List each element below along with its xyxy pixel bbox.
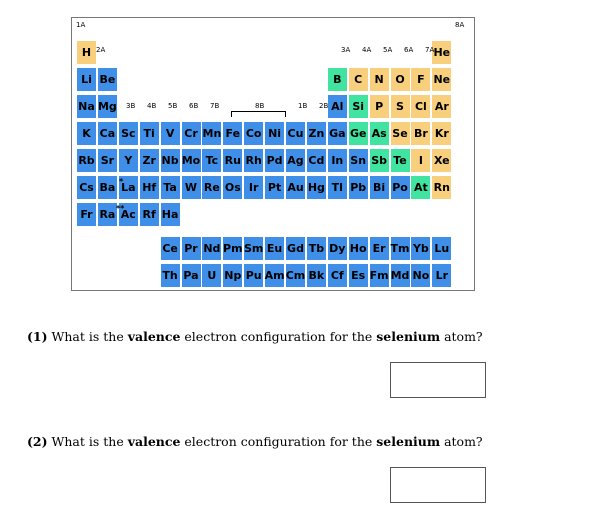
element-cell-rb: Rb xyxy=(76,148,97,173)
group-label-5a: 5A xyxy=(383,46,393,54)
element-cell-th: Th xyxy=(160,263,181,288)
element-cell-zn: Zn xyxy=(306,121,327,146)
element-cell-dy: Dy xyxy=(327,236,348,261)
element-cell-pu: Pu xyxy=(243,263,264,288)
element-cell-no: No xyxy=(410,263,431,288)
element-cell-tb: Tb xyxy=(306,236,327,261)
element-cell-mo: Mo xyxy=(181,148,202,173)
element-cell-gd: Gd xyxy=(285,236,306,261)
element-cell-as: As xyxy=(369,121,390,146)
element-cell-rn: Rn xyxy=(431,175,452,200)
element-cell-nd: Nd xyxy=(201,236,222,261)
element-cell-he: He xyxy=(431,40,452,65)
element-cell-cl: Cl xyxy=(410,94,431,119)
element-cell-ge: Ge xyxy=(348,121,369,146)
group-label-3a: 3A xyxy=(341,46,351,54)
element-cell-pt: Pt xyxy=(264,175,285,200)
element-cell-am: Am xyxy=(264,263,285,288)
element-cell-ce: Ce xyxy=(160,236,181,261)
element-cell-lu: Lu xyxy=(431,236,452,261)
element-cell-bi: Bi xyxy=(369,175,390,200)
element-cell-sc: Sc xyxy=(118,121,139,146)
element-cell-ag: Ag xyxy=(285,148,306,173)
element-cell-au: Au xyxy=(285,175,306,200)
question-2-bold-element: selenium xyxy=(376,434,441,449)
element-cell-sr: Sr xyxy=(97,148,118,173)
question-1-bold-valence: valence xyxy=(127,329,181,344)
element-cell-in: In xyxy=(327,148,348,173)
element-cell-w: W xyxy=(181,175,202,200)
answer-2-input[interactable] xyxy=(390,467,486,503)
element-cell-nb: Nb xyxy=(160,148,181,173)
element-cell-rf: Rf xyxy=(139,202,160,227)
element-cell-mn: Mn xyxy=(201,121,222,146)
element-cell-ta: Ta xyxy=(160,175,181,200)
element-cell-c: C xyxy=(348,67,369,92)
element-cell-yb: Yb xyxy=(410,236,431,261)
element-cell-li: Li xyxy=(76,67,97,92)
group-label-6a: 6A xyxy=(404,46,414,54)
element-cell-at: At xyxy=(410,175,431,200)
question-1-number: (1) xyxy=(27,329,48,344)
element-cell-er: Er xyxy=(369,236,390,261)
element-cell-ni: Ni xyxy=(264,121,285,146)
element-cell-b: B xyxy=(327,67,348,92)
element-cell-ho: Ho xyxy=(348,236,369,261)
element-cell-pb: Pb xyxy=(348,175,369,200)
element-cell-p: P xyxy=(369,94,390,119)
question-1-suffix: atom? xyxy=(440,329,483,344)
element-cell-cm: Cm xyxy=(285,263,306,288)
question-2-prefix: What is the xyxy=(51,434,128,449)
element-cell-ca: Ca xyxy=(97,121,118,146)
element-cell-po: Po xyxy=(390,175,411,200)
element-cell-ba: Ba xyxy=(97,175,118,200)
element-cell-cd: Cd xyxy=(306,148,327,173)
element-cell-k: K xyxy=(76,121,97,146)
group-label-8a: 8A xyxy=(455,21,465,29)
question-2-middle: electron configuration for the xyxy=(180,434,377,449)
element-cell-cr: Cr xyxy=(181,121,202,146)
element-cell-na: Na xyxy=(76,94,97,119)
element-cell-lr: Lr xyxy=(431,263,452,288)
element-cell-ha: Ha xyxy=(160,202,181,227)
group-label-8b: 8B xyxy=(255,102,265,110)
group-label-4a: 4A xyxy=(362,46,372,54)
group-label-7a: 7A xyxy=(425,46,435,54)
group-label-3b: 3B xyxy=(126,102,136,110)
element-cell-ra: Ra xyxy=(97,202,118,227)
element-cell-ru: Ru xyxy=(222,148,243,173)
element-cell-hf: Hf xyxy=(139,175,160,200)
answer-1-input[interactable] xyxy=(390,362,486,398)
element-cell-si: Si xyxy=(348,94,369,119)
element-cell-u: U xyxy=(201,263,222,288)
element-cell-rh: Rh xyxy=(243,148,264,173)
element-cell-mg: Mg xyxy=(97,94,118,119)
element-cell-fm: Fm xyxy=(369,263,390,288)
element-cell-o: O xyxy=(390,67,411,92)
group-label-6b: 6B xyxy=(189,102,199,110)
element-cell-re: Re xyxy=(201,175,222,200)
question-1 xyxy=(27,329,483,344)
element-cell-ac: Ac xyxy=(118,202,139,227)
element-cell-kr: Kr xyxy=(431,121,452,146)
element-cell-i: I xyxy=(410,148,431,173)
element-cell-ne: Ne xyxy=(431,67,452,92)
element-cell-pm: Pm xyxy=(222,236,243,261)
element-cell-y: Y xyxy=(118,148,139,173)
element-cell-h: H xyxy=(76,40,97,65)
question-1-prefix: What is the xyxy=(51,329,128,344)
element-cell-te: Te xyxy=(390,148,411,173)
question-1-bold-element: selenium xyxy=(376,329,441,344)
element-cell-cf: Cf xyxy=(327,263,348,288)
question-1-middle: electron configuration for the xyxy=(180,329,377,344)
element-cell-n: N xyxy=(369,67,390,92)
element-cell-fr: Fr xyxy=(76,202,97,227)
element-cell-cu: Cu xyxy=(285,121,306,146)
element-cell-pa: Pa xyxy=(181,263,202,288)
element-cell-ar: Ar xyxy=(431,94,452,119)
element-cell-cs: Cs xyxy=(76,175,97,200)
element-cell-sn: Sn xyxy=(348,148,369,173)
group-label-1b: 1B xyxy=(298,102,308,110)
element-cell-md: Md xyxy=(390,263,411,288)
element-cell-os: Os xyxy=(222,175,243,200)
element-cell-np: Np xyxy=(222,263,243,288)
actinide-marker: ** xyxy=(116,204,125,213)
group-label-2b: 2B xyxy=(319,102,329,110)
element-cell-br: Br xyxy=(410,121,431,146)
element-cell-ir: Ir xyxy=(243,175,264,200)
element-cell-tm: Tm xyxy=(390,236,411,261)
group-label-1a: 1A xyxy=(76,21,86,29)
question-2 xyxy=(27,434,483,449)
element-cell-tl: Tl xyxy=(327,175,348,200)
group-label-4b: 4B xyxy=(147,102,157,110)
element-cell-zr: Zr xyxy=(139,148,160,173)
element-cell-tc: Tc xyxy=(201,148,222,173)
element-cell-fe: Fe xyxy=(222,121,243,146)
element-cell-bk: Bk xyxy=(306,263,327,288)
element-cell-f: F xyxy=(410,67,431,92)
element-cell-ti: Ti xyxy=(139,121,160,146)
question-2-bold-valence: valence xyxy=(127,434,181,449)
element-cell-pr: Pr xyxy=(181,236,202,261)
question-2-suffix: atom? xyxy=(440,434,483,449)
element-cell-xe: Xe xyxy=(431,148,452,173)
element-cell-al: Al xyxy=(327,94,348,119)
element-cell-la: La xyxy=(118,175,139,200)
element-cell-es: Es xyxy=(348,263,369,288)
element-cell-hg: Hg xyxy=(306,175,327,200)
element-cell-se: Se xyxy=(390,121,411,146)
element-cell-eu: Eu xyxy=(264,236,285,261)
element-cell-s: S xyxy=(390,94,411,119)
element-cell-ga: Ga xyxy=(327,121,348,146)
element-cell-v: V xyxy=(160,121,181,146)
question-2-number: (2) xyxy=(27,434,48,449)
element-cell-sb: Sb xyxy=(369,148,390,173)
element-cell-co: Co xyxy=(243,121,264,146)
group-label-7b: 7B xyxy=(210,102,220,110)
element-cell-sm: Sm xyxy=(243,236,264,261)
group-8b-bracket xyxy=(231,111,286,117)
element-cell-be: Be xyxy=(97,67,118,92)
lanthanide-marker: * xyxy=(119,177,124,186)
group-label-5b: 5B xyxy=(168,102,178,110)
group-label-2a: 2A xyxy=(96,46,106,54)
element-cell-pd: Pd xyxy=(264,148,285,173)
